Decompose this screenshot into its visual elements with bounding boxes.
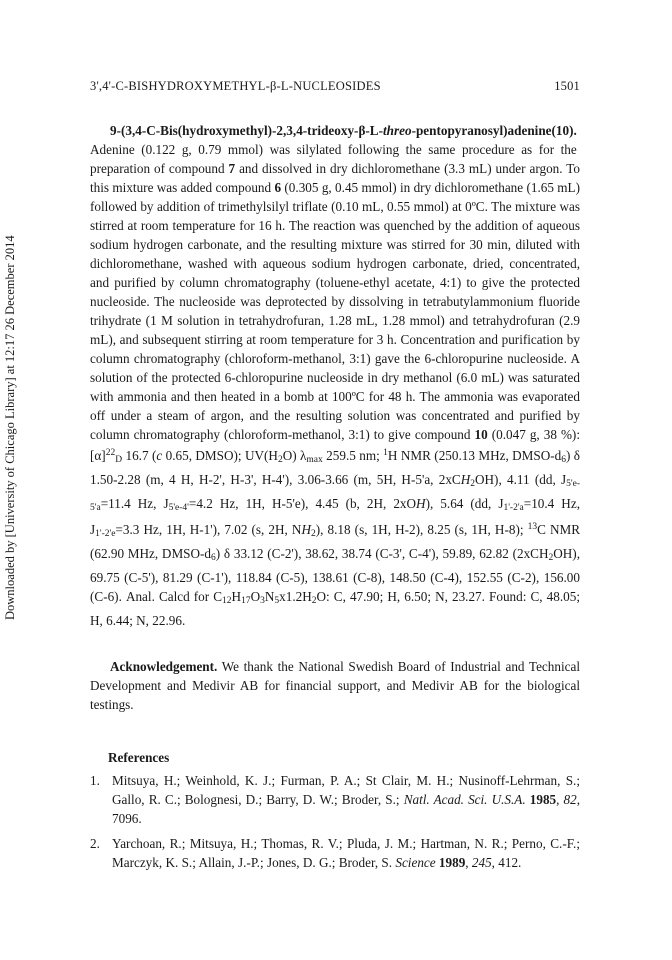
compound-label: (10). — [551, 123, 577, 138]
reference-item — [90, 771, 580, 828]
references-heading: References — [108, 750, 170, 765]
article-body — [90, 121, 580, 878]
compound-ref-10: 10 — [474, 427, 488, 442]
page-number: 1501 — [554, 79, 580, 93]
acknowledgement-text: We thank the National Swedish Board of Industrial and Technical Development and Medivir AB for financial support, and Medivir AB for the biological testings. — [90, 659, 580, 712]
download-watermark: Downloaded by [University of Chicago Library] at 12:17 26 December 2014 — [3, 235, 17, 620]
reference-text: Mitsuya, H.; Weinhold, K. J.; Furman, P. A.; St Clair, M. H.; Nusinoff-Lehrman, S.; Gallo, R. C.; Bolognesi, D.; Barry, D. W.; Broder, S.; Natl. Acad. Sci. U.S.A. 1985, 82, 7096. — [112, 773, 581, 826]
reference-item — [90, 834, 580, 872]
experimental-paragraph: 9-(3,4-C-Bis(hydroxymethyl)-2,3,4-trideoxy-β-L-threo-pentopyranosyl)adenine(10). Adenine (0.122 g, 0.79 mmol) was silylated following the same procedure as for the preparation of compound 7 and dissolved in dry dichloromethane (3.3 mL) under argon. To this mixture was added compound 6 (0.305 g, 0.45 mmol) in dry dichloromethane (1.65 mL) followed by addition of trimethylsilyl triflate (0.10 mL, 0.55 mmol) at 0ºC. The mixture was stirred at room temperature for 16 h. The reaction was quenched by the addition of aqueous sodium hydrogen carbonate, and the resulting mixture was stirred for 30 min, diluted with dichloromethane, washed with aqueous sodium hydrogen carbonate, dried, concentrated, and purified by column chromatography (toluene-ethyl acetate, 4:1) to give the protected nucleoside. The nucleoside was deprotected by dissolving in tetrabutylammonium fluoride trihydrate (1 M solution in tetrahydrofuran, 1.28 mL, 1.28 mmol) and tetrahydrofuran (2.9 mL), and subsequent stirring at room temperature for 3 h. Concentration and purification by column chromatography (chloroform-methanol, 3:1) gave the 6-chloropurine nucleoside. A solution of the protected 6-chloropurine nucleoside in dry methanol (6.0 mL) was saturated with ammonia and then heated in a bomb at 100ºC for 48 h. The ammonia was evaporated off under a steam of argon, and the resulting solution was concentrated and purified by column chromatography (chloroform-methanol, 3:1) to give compound 10 (0.047 g, 38 %): $[\alpha]^{22}_D$ 16.7 (c 0.65, DMSO); $UV(H_2O)$ $\lambda_{max}$ 259.5 nm; $^1$H NMR (250.13 MHz, DMSO-$d_6$) δ 1.50-2.28 (m, 4 H, H-2', H-3', H-4'), 3.06-3.66 (m, 5H, H-5'a, 2xCH$_2$OH), 4.11 (dd, $J_{5'e-5'a}=11.4$ Hz, $J_{5'e-4'}=4.2$ Hz, 1H, H-5'e), 4.45 (b, 2H, 2xOH), 5.64 (dd, $J_{1'-2'a}=10.4$ Hz, $J_{1'-2'e}=3.3$ Hz, 1H, H-1'), 7.02 (s, 2H, $NH_2$), 8.18 (s, 1H, H-2), 8.25 (s, 1H, H-8); $^{13}$C NMR (62.90 MHz, DMSO-$d_6$) δ 33.12 (C-2'), 38.62, 38.74 (C-3', C-4'), 59.89, 62.82 (2xCH$_2$OH), 69.75 (C-5'), 81.29 (C-1'), 118.84 (C-5), 138.61 (C-8), 148.50 (C-4), 152.55 (C-2), 156.00 (C-6). Anal. Calcd for $C_{12}H_{17}O_3N_5x1.2H_2O$: C, 47.90; H, 6.50; N, 23.27. Found: C, 48.05; H, 6.44; N, 22.96. — [90, 123, 581, 628]
compound-ref-7: 7 — [228, 161, 236, 176]
compound-title: 9-(3,4-C-Bis(hydroxymethyl)-2,3,4-trideoxy-β-L-threo-pentopyranosyl)adenine — [110, 123, 552, 138]
compound-ref-6: 6 — [274, 180, 282, 195]
reference-number: 1. — [90, 773, 100, 788]
acknowledgement-heading: Acknowledgement. — [110, 659, 218, 674]
reference-number: 2. — [90, 836, 100, 851]
acknowledgement — [90, 657, 580, 714]
running-head-title: 3',4'-C-BISHYDROXYMETHYL-β-L-NUCLEOSIDES — [90, 79, 381, 93]
reference-text: Yarchoan, R.; Mitsuya, H.; Thomas, R. V.; Pluda, J. M.; Hartman, N. R.; Perno, C.-F.; Marczyk, K. S.; Allain, J.-P.; Jones, D. G.; Broder, S. Science 1989, 245, 412. — [112, 836, 580, 870]
